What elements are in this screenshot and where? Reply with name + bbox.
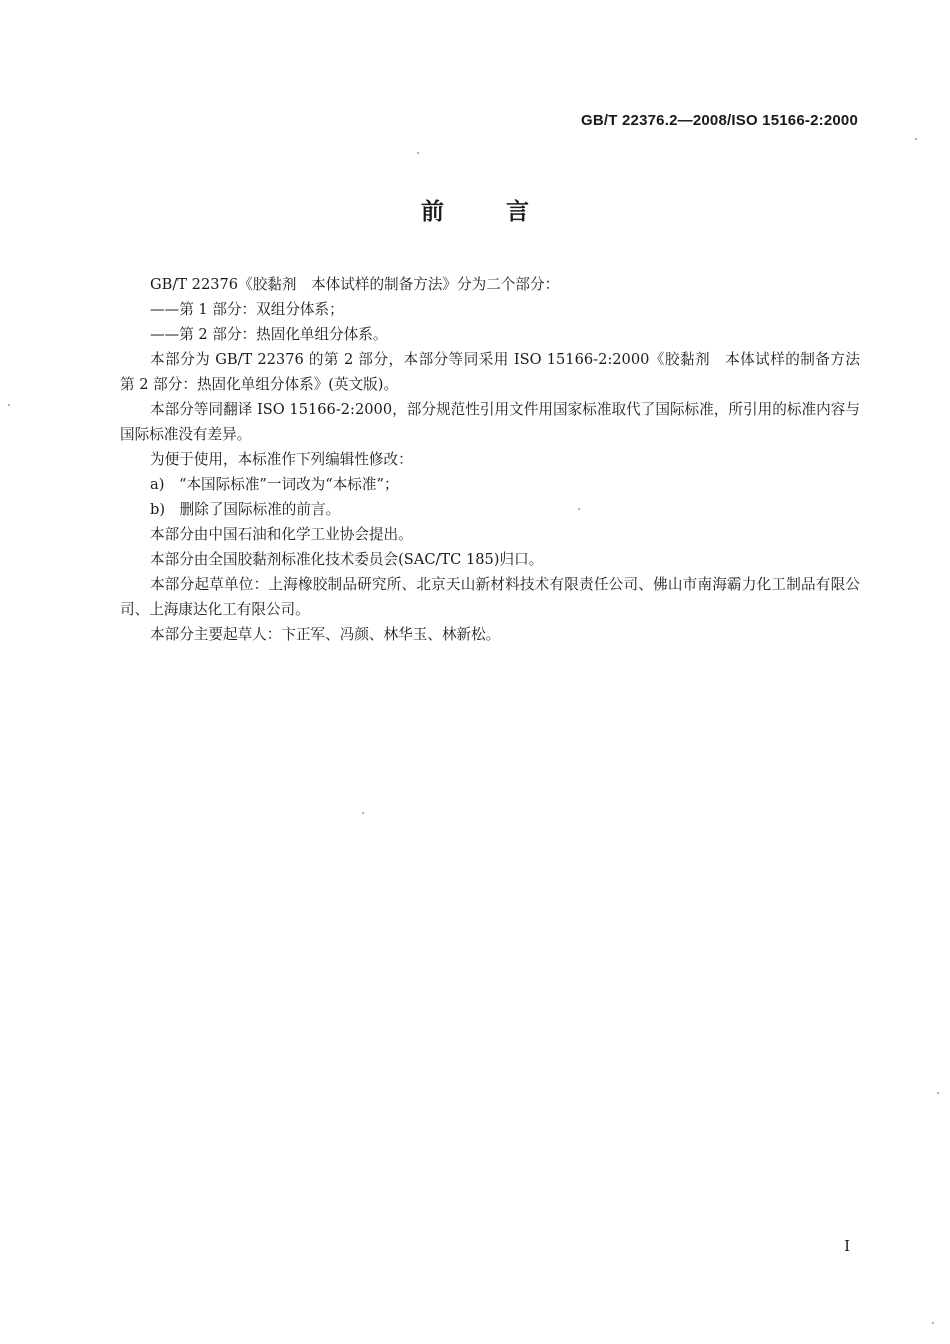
paragraph-adoption: 本部分为 GB/T 22376 的第 2 部分，本部分等同采用 ISO 15166-2:2000《胶黏剂 本体试样的制备方法 第 2 部分：热固化单组分体系》(英文版)。 bbox=[120, 351, 875, 393]
scan-speck bbox=[417, 152, 419, 154]
paragraph-drafting-units: 本部分起草单位：上海橡胶制品研究所、北京天山新材料技术有限责任公司、佛山市南海霸力化工制品有限公司、上海康达化工有限公司。 bbox=[120, 576, 860, 618]
scan-speck bbox=[937, 1092, 939, 1094]
scan-speck bbox=[8, 404, 10, 406]
page-number: I bbox=[844, 1237, 850, 1255]
list-item-b: b) 删除了国际标准的前言。 bbox=[150, 501, 341, 518]
scan-speck bbox=[578, 508, 580, 510]
paragraph-proposer: 本部分由中国石油和化学工业协会提出。 bbox=[150, 526, 413, 543]
paragraph-drafters: 本部分主要起草人：卞正军、冯颜、林华玉、林新松。 bbox=[150, 626, 501, 643]
paragraph-part-2: ——第 2 部分：热固化单组分体系。 bbox=[150, 326, 388, 343]
scan-speck bbox=[362, 812, 364, 814]
paragraph-edits-intro: 为便于使用，本标准作下列编辑性修改： bbox=[150, 451, 413, 468]
scan-speck bbox=[915, 138, 917, 140]
paragraph-committee: 本部分由全国胶黏剂标准化技术委员会(SAC/TC 185)归口。 bbox=[150, 551, 544, 568]
standard-code: GB/T 22376.2—2008/ISO 15166-2:2000 bbox=[581, 112, 858, 129]
document-body bbox=[120, 272, 875, 647]
scan-speck bbox=[932, 1322, 934, 1324]
paragraph-intro: GB/T 22376《胶黏剂 本体试样的制备方法》分为二个部分： bbox=[150, 276, 560, 293]
paragraph-part-1: ——第 1 部分：双组分体系； bbox=[150, 301, 344, 318]
list-item-a: a) “本国际标准”一词改为“本标准”； bbox=[150, 476, 399, 493]
page-title: 前言 bbox=[421, 199, 591, 225]
paragraph-translation: 本部分等同翻译 ISO 15166-2:2000，部分规范性引用文件用国家标准取代了国际标准，所引用的标准内容与国际标准没有差异。 bbox=[120, 401, 860, 443]
